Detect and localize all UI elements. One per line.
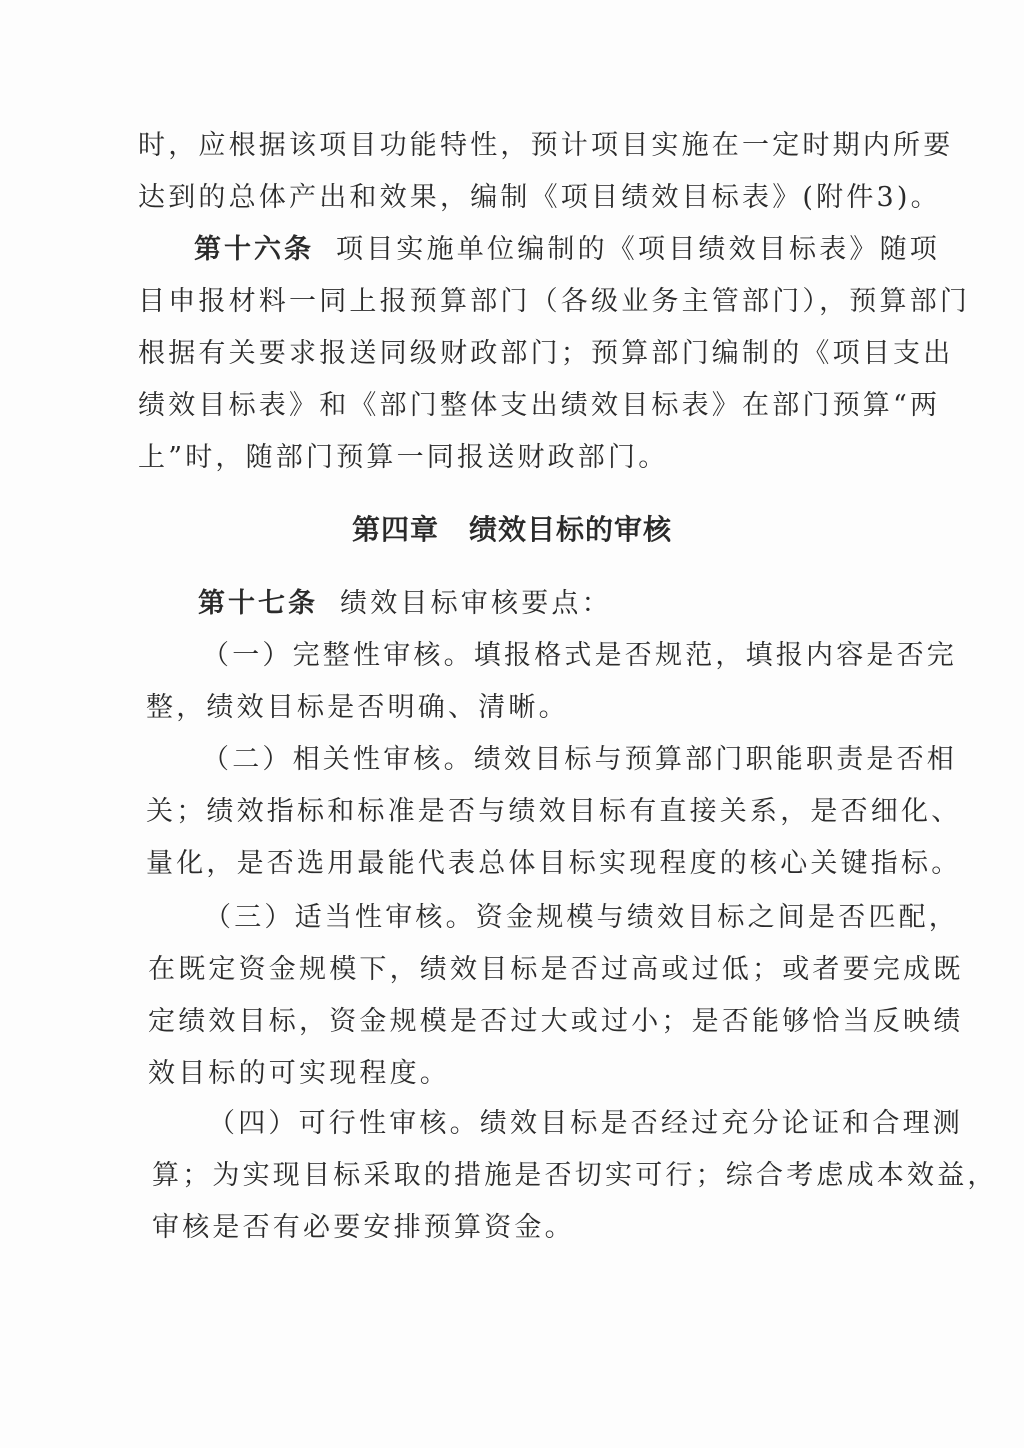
text-line: （四）可行性审核。绩效目标是否经过充分论证和合理测 (208, 1108, 963, 1139)
text-line: 在既定资金规模下，绩效目标是否过高或过低；或者要完成既 (148, 954, 964, 985)
text-line: （一）完整性审核。填报格式是否规范，填报内容是否完 (202, 640, 957, 671)
review-item-1 (146, 630, 957, 734)
chapter-heading (0, 504, 1024, 556)
text-line: 达到的总体产出和效果，编制《项目绩效目标表》(附件3)。 (138, 182, 941, 213)
text-line: 算；为实现目标采取的措施是否切实可行；综合考虑成本效益， (152, 1160, 998, 1191)
text-line: （三）适当性审核。资金规模与绩效目标之间是否匹配， (204, 902, 959, 933)
review-item-2 (146, 734, 961, 890)
text-line: 审核是否有必要安排预算资金。 (152, 1212, 575, 1243)
article-16 (138, 224, 970, 484)
article-17 (198, 578, 612, 630)
text-line: 根据有关要求报送同级财政部门；预算部门编制的《项目支出 (138, 338, 954, 369)
article-number: 第十七条 (198, 588, 318, 619)
text-line: 绩效目标表》和《部门整体支出绩效目标表》在部门预算“两 (138, 390, 941, 421)
article-number: 第十六条 (194, 234, 314, 265)
chapter-number: 第四章 (351, 513, 439, 546)
review-item-4 (152, 1098, 998, 1254)
text-line: （二）相关性审核。绩效目标与预算部门职能职责是否相 (202, 744, 957, 775)
chapter-title: 绩效目标的审核 (469, 513, 673, 546)
text-line: 上”时，随部门预算一同报送财政部门。 (138, 442, 669, 473)
text-line: 目申报材料一同上报预算部门（各级业务主管部门），预算部门 (138, 286, 971, 317)
review-item-3 (148, 892, 963, 1100)
text-line: 绩效目标审核要点： (340, 588, 612, 619)
text-line: 整，绩效目标是否明确、清晰。 (146, 692, 569, 723)
text-line: 定绩效目标，资金规模是否过大或过小；是否能够恰当反映绩 (148, 1006, 964, 1037)
text-line: 关；绩效指标和标准是否与绩效目标有直接关系，是否细化、 (146, 796, 962, 827)
text-line: 效目标的可实现程度。 (148, 1058, 450, 1089)
text-line: 项目实施单位编制的《项目绩效目标表》随项 (336, 234, 940, 265)
text-line: 量化，是否选用最能代表总体目标实现程度的核心关键指标。 (146, 848, 962, 879)
paragraph-continuation (138, 120, 953, 224)
text-line: 时，应根据该项目功能特性，预计项目实施在一定时期内所要 (138, 130, 954, 161)
